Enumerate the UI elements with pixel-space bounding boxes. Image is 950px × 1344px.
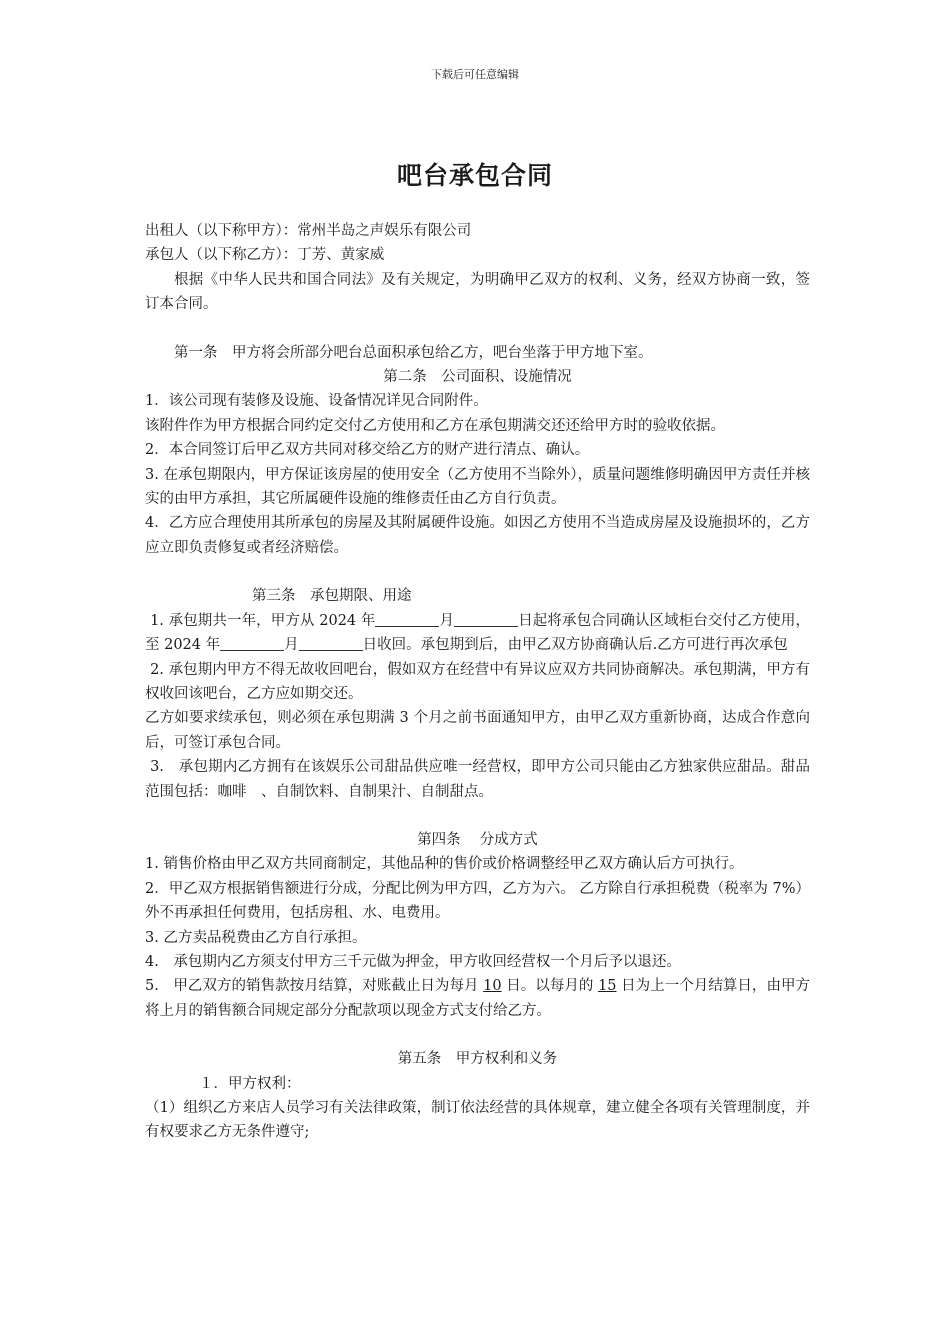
article-3-item: 3. 承包期内乙方拥有在该娱乐公司甜品供应唯一经营权，即甲方公司只能由乙方独家供应甜品。甜品范围包括：咖啡 、自制饮料、自制果汁、自制甜点。 <box>145 759 810 800</box>
settlement-day: 15 <box>598 978 617 995</box>
article-3-item: 1. 承包期共一年，甲方从 2024 年 月 日起将承包合同确认区域柜台交付乙方使用，至 2024 年 月 日收回。承包期到后，由甲乙双方协商确认后.乙方可进行再次承包 <box>145 612 810 654</box>
article-2-item: 该附件作为甲方根据合同约定交付乙方使用和乙方在承包期满交还还给甲方时的验收依据。 <box>145 417 725 434</box>
intro-paragraph: 根据《中华人民共和国合同法》及有关规定，为明确甲乙双方的权利、义务，经双方协商一致，签订本合同。 <box>145 271 810 313</box>
article-3-item: 2. 承包期内甲方不得无故收回吧台，假如双方在经营中有异议应双方共同协商解决。承包期满，甲方有权收回该吧台，乙方应如期交还。 <box>145 661 810 702</box>
article-2-item: 2．本合同签订后甲乙双方共同对移交给乙方的财产进行清点、确认。 <box>145 442 590 459</box>
article-4-item: 4. 承包期内乙方须支付甲方三千元做为押金，甲方收回经营权一个月后予以退还。 <box>145 953 681 970</box>
blank-month-start <box>375 612 439 627</box>
article-4-item: 5. 甲乙双方的销售款按月结算，对账截止日为每月 10 日。以每月的 15 日为上一个月结算日，由甲方将上月的销售额合同规定部分分配款项以现金方式支付给乙方。 <box>145 978 811 1019</box>
article-2-heading: 第二条 公司面积、设施情况 <box>383 369 572 386</box>
blank-day-start <box>454 612 518 627</box>
article-5-item: （1）组织乙方来店人员学习有关法律政策，制订依法经营的具体规章，建立健全各项有关管理制度，并有权要求乙方无条件遵守; <box>145 1100 810 1141</box>
article-2-item: 3. 在承包期限内，甲方保证该房屋的使用安全（乙方使用不当除外），质量问题维修明确因甲方责任并核实的由甲方承担，其它所属硬件设施的维修责任由乙方自行负责。 <box>145 466 810 508</box>
article-4-item: 3. 乙方卖品税费由乙方自行承担。 <box>145 929 367 946</box>
header-note: 下载后可任意编辑 <box>431 68 519 81</box>
article-5-subheading: １．甲方权利： <box>199 1075 301 1092</box>
settlement-cutoff-day: 10 <box>483 978 502 995</box>
blank-day-end <box>299 636 363 651</box>
party-a-line: 出租人（以下称甲方）：常州半岛之声娱乐有限公司 <box>145 223 472 239</box>
blank-month-end <box>220 636 284 651</box>
article-5-heading: 第五条 甲方权利和义务 <box>397 1051 558 1068</box>
contract-body <box>145 219 810 1145</box>
article-2-item: 4．乙方应合理使用其所承包的房屋及其附属硬件设施。如因乙方使用不当造成房屋及设施损坏的，乙方应立即负责修复或者经济赔偿。 <box>145 515 810 556</box>
article-3-item: 乙方如要求续承包，则必须在承包期满 3 个月之前书面通知甲方，由甲乙双方重新协商，达成合作意向后，可签订承包合同。 <box>145 710 810 751</box>
article-1: 第一条 甲方将会所部分吧台总面积承包给乙方，吧台坐落于甲方地下室。 <box>174 344 653 361</box>
article-4-heading: 第四条 分成方式 <box>417 831 538 848</box>
document-title: 吧台承包合同 <box>396 161 553 190</box>
party-b-line: 承包人（以下称乙方）：丁芳、黄家威 <box>145 247 385 264</box>
article-4-item: 2．甲乙双方根据销售额进行分成，分配比例为甲方四，乙方为六。 乙方除自行承担税费（税率为 7%）外不再承担任何费用，包括房租、水、电费用。 <box>145 880 810 922</box>
article-2-item: 1．该公司现有装修及设施、设备情况详见合同附件。 <box>145 393 488 410</box>
article-4-item: 1. 销售价格由甲乙双方共同商制定，其他品种的售价或价格调整经甲乙双方确认后方可执行。 <box>145 856 744 873</box>
article-3-heading: 第三条 承包期限、用途 <box>252 588 412 605</box>
